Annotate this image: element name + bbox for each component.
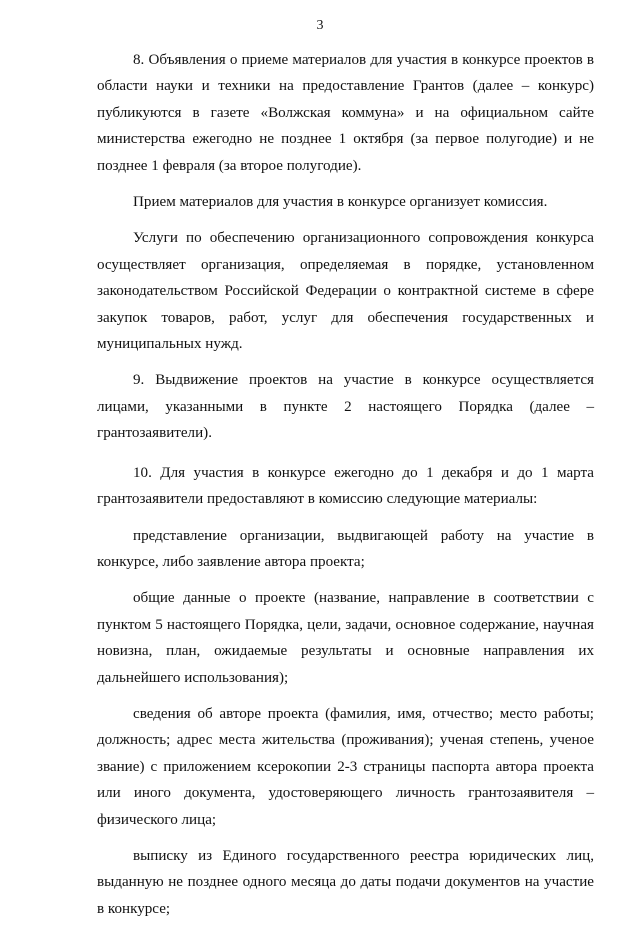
- paragraph-9-nomination: 9. Выдвижение проектов на участие в конкурсе осуществляется лицами, указанными в пункте 2 настоящего Порядка (далее – грантозаявители).: [97, 372, 594, 442]
- list-item-registry-extract: выписку из Единого государственного реестра юридических лиц, выданную не позднее одного месяца до даты подачи документов на участие в конкурсе;: [97, 847, 594, 917]
- paragraph-commission-reception: Прием материалов для участия в конкурсе организует комиссия.: [133, 194, 548, 211]
- page-number: 3: [316, 18, 324, 33]
- paragraph-8-announcements: 8. Объявления о приеме материалов для участия в конкурсе проектов в области науки и техники на предоставление Грантов (далее – конкурс) публикуются в газете «Волжская коммуна» и на официальном сайте министерства ежегодно не позднее 1 октября (за первое полугодие) и не позднее 1 февраля (за второе полугодие).: [97, 52, 594, 174]
- paragraph-10-materials: 10. Для участия в конкурсе ежегодно до 1 декабря и до 1 марта грантозаявители предоставляют в комиссию следующие материалы:: [97, 464, 594, 508]
- list-item-author-info: сведения об авторе проекта (фамилия, имя, отчество; место работы; должность; адрес места жительства (проживания); ученая степень, ученое звание) с приложением ксерокопии 2-3 страницы паспорта автора проекта или иного документа, удостоверяющего личность грантозаявителя – физического лица;: [97, 705, 594, 828]
- document-body: [97, 47, 594, 932]
- paragraph-organizational-support: Услуги по обеспечению организационного сопровождения конкурса осуществляет организация, определяемая в порядке, установленном законодательством Российской Федерации о контрактной системе в сфере закупок товаров, работ, услуг для обеспечения государственных и муниципальных нужд.: [97, 230, 594, 353]
- list-item-project-general-data: общие данные о проекте (название, направление в соответствии с пунктом 5 настоящего Порядка, цели, задачи, основное содержание, научная новизна, план, ожидаемые результаты и основные направления их дальнейшего использования);: [97, 590, 594, 686]
- list-item-organization-submission: представление организации, выдвигающей работу на участие в конкурсе, либо заявление автора проекта;: [97, 527, 594, 570]
